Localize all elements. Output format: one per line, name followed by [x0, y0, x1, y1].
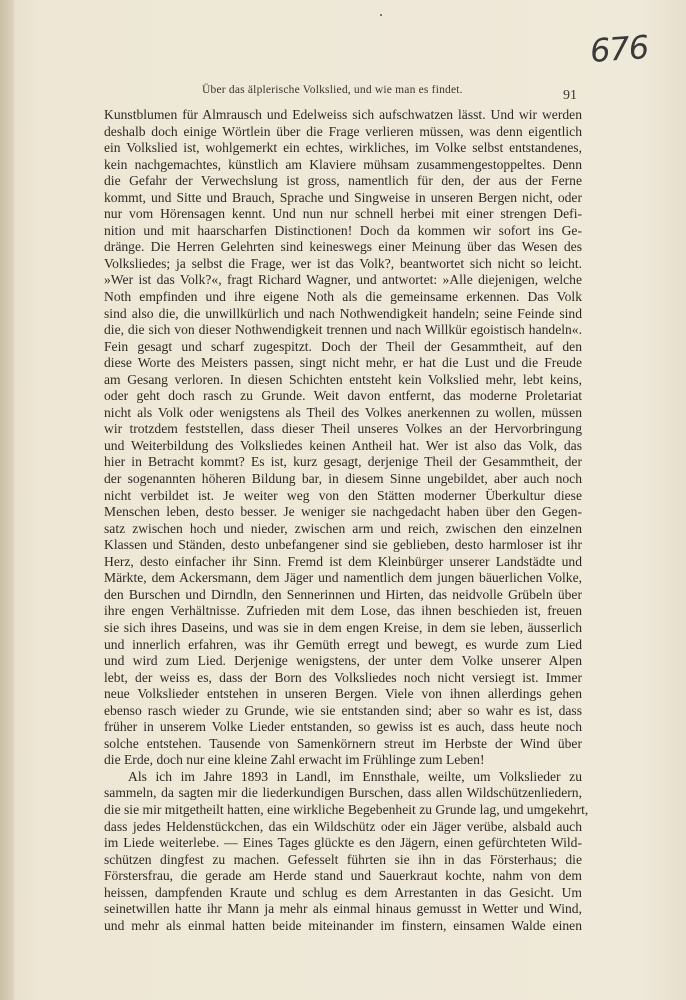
- text-line: und Weiterbildung des Volksliedes keinen Antheil hat. Wer ist also das Volk, das: [104, 437, 582, 453]
- text-line: Klassen und Ständen, desto unbefangener sind sie geblieben, desto harmloser ist ihr: [104, 537, 582, 553]
- text-line: »Wer ist das Volk?«, fragt Richard Wagner, und antwortet: »Alle diejenigen, welche: [104, 272, 582, 288]
- text-line: die Gefahr der Verwechslung ist gross, namentlich für den, der aus der Ferne: [104, 173, 582, 189]
- text-line: Herz, desto einfacher ihr Sinn. Fremd ist dem Kleinbürger unserer Landstädte und: [104, 553, 582, 569]
- text-line: die Erde, doch nur eine kleine Zahl erwacht im Frühlinge zum Leben!: [104, 752, 485, 768]
- text-line: seinetwillen hatte ihr Mann ja mehr als einmal hinaus gemusst in Wetter und Wind,: [104, 901, 582, 917]
- text-line: kommt, und Sitte und Brauch, Sprache und Singweise in unseren Bergen nicht, oder: [104, 189, 582, 205]
- text-line: ebenso rasch wieder zu Grunde, wie sie entstanden sind; aber so wahr es ist, dass: [104, 702, 582, 718]
- text-line: und mehr als einmal hatten beide miteinander im finstern, einsamen Walde einen: [104, 917, 582, 933]
- text-line: früher in unserem Volke Lieder entstanden, so gewiss ist es auch, dass heute noch: [104, 719, 582, 735]
- ink-dot: [380, 14, 382, 16]
- text-line: Volksliedes; ja selbst die Frage, wer ist das Volk?, beantwortet sich nicht so leicht.: [104, 255, 582, 271]
- text-line: deshalb doch einige Wörtlein über die Frage verlieren müssen, was denn eigentlich: [104, 123, 582, 139]
- text-line: heissen, dampfenden Kraute und schlug es dem Arrestanten in das Gesicht. Um: [104, 884, 582, 900]
- text-line: der sogenannten höheren Bildung bar, in diesem Sinne ungebildet, aber auch noch: [104, 471, 582, 487]
- text-line: wir trotzdem feststellen, dass dieser Theil unseres Volkes an der Hervorbringung: [104, 421, 582, 437]
- text-line: diese Worte des Meisters passen, singt nicht mehr, er hat die Lust und die Freude: [104, 355, 582, 371]
- text-line: nur vom Hörensagen kennt. Und nun nur schnell herbei mit einer strengen Defi-: [104, 206, 582, 222]
- text-line: oder geht doch rasch zu Grunde. Weit davon entfernt, das moderne Proletariat: [104, 388, 582, 404]
- text-line: und innerlich erfahren, was ihr Gemüth erregt und bewegt, es wurde zum Lied: [104, 636, 582, 652]
- text-line: lebt, der weiss es, dass der Born des Volksliedes noch nicht versiegt ist. Immer: [104, 669, 582, 685]
- text-line: solche entstehen. Tausende von Samenkörnern streut im Herbste der Wind über: [104, 735, 582, 751]
- text-line: Menschen leben, desto besser. Je weniger sie nachgedacht haben über den Gegen-: [104, 504, 582, 520]
- text-line: Fein gesagt und scharf zugespitzt. Doch der Theil der Gesammtheit, auf den: [104, 338, 582, 354]
- text-line: ein Volkslied ist, wohlgemerkt ein echtes, wirkliches, im Volke selbst entstandenes,: [104, 140, 582, 156]
- text-line: Als ich im Jahre 1893 in Landl, im Ennsthale, weilte, um Volkslieder zu: [128, 768, 582, 784]
- text-line: ihre engen Verhältnisse. Zufrieden mit dem Lose, das ihnen beschieden ist, freuen: [104, 603, 582, 619]
- text-line: die, die sich von dieser Nothwendigkeit trennen und nach Willkür egoistisch handeln«.: [104, 322, 582, 338]
- body-text: [104, 107, 589, 934]
- text-line: Förstersfrau, die gerade am Herde stand und Sauerkraut kochte, nahm von dem: [104, 868, 582, 884]
- text-line: dränge. Die Herren Gelehrten sind keineswegs einer Meinung über das Wesen des: [104, 239, 582, 255]
- text-line: am Gesang verloren. In diesen Schichten entsteht kein Volkslied mehr, lebt keins,: [104, 371, 582, 387]
- page-gutter: [0, 0, 14, 1000]
- text-line: neue Volkslieder entstehen in unseren Bergen. Viele von ihnen allerdings gehen: [104, 686, 582, 702]
- text-line: Noth empfinden und ihre eigene Noth als die gemeinsame erkennen. Das Volk: [104, 289, 582, 305]
- text-line: nicht als Volk oder wenigstens als Theil des Volkes anerkennen zu wollen, müssen: [104, 404, 582, 420]
- page-number: 91: [563, 88, 577, 103]
- text-line: satz zwischen hoch und nieder, zwischen arm und reich, zwischen den einzelnen: [104, 520, 582, 536]
- text-line: nition und mit haarscharfen Distinctionen! Doch da kommen wir sofort ins Ge-: [104, 222, 582, 238]
- text-line: nicht verbildet ist. Je weiter weg von den Stätten moderner Überkultur diese: [104, 487, 582, 503]
- text-line: dass jedes Heldenstückchen, das ein Wildschütz oder ein Jäger verübe, alsbald auch: [104, 818, 582, 834]
- text-line: sie sich ihres Daseins, und was sie in dem engen Kreise, in dem sie leben, äusserlich: [104, 619, 582, 635]
- text-line: schützen dingfest zu machen. Gefesselt führten sie ihn in das Försterhaus; die: [104, 851, 582, 867]
- text-line: und wird zum Lied. Derjenige wenigstens, der unter dem Volke unserer Alpen: [104, 653, 582, 669]
- running-title: Über das älplerische Volkslied, und wie man es findet.: [202, 84, 463, 96]
- text-line: sammeln, da sagten mir die liederkundigen Burschen, dass allen Wildschützenliedern,: [104, 785, 582, 801]
- text-line: den Burschen und Dirndln, den Sennerinnen und Hirten, das neidvolle Grübeln über: [104, 586, 582, 602]
- text-line: kein nachgemachtes, künstlich am Klaviere mühsam zusammengestoppeltes. Denn: [104, 156, 582, 172]
- text-line: Kunstblumen für Almrausch und Edelweiss sich aufschwatzen lässt. Und wir werden: [104, 107, 582, 122]
- text-line: im Liede weiterlebe. — Eines Tages glückte es den Jägern, einen gefürchteten Wild-: [104, 835, 582, 851]
- text-line: hier in Betracht kommt? Es ist, kurz gesagt, derjenige Theil der Gesammtheit, der: [104, 454, 582, 470]
- text-line: sind also die, die unwillkürlich und nach Nothwendigkeit handeln; seine Feinde sind: [104, 305, 582, 321]
- text-line: Märkte, dem Ackersmann, dem Jäger und namentlich dem jungen bäuerlichen Volke,: [104, 570, 582, 586]
- text-line: die sie mir mitgetheilt hatten, eine wirkliche Begebenheit zu Grunde lag, und umgekehrt,: [104, 801, 589, 817]
- handwritten-page-number: 676: [588, 28, 650, 70]
